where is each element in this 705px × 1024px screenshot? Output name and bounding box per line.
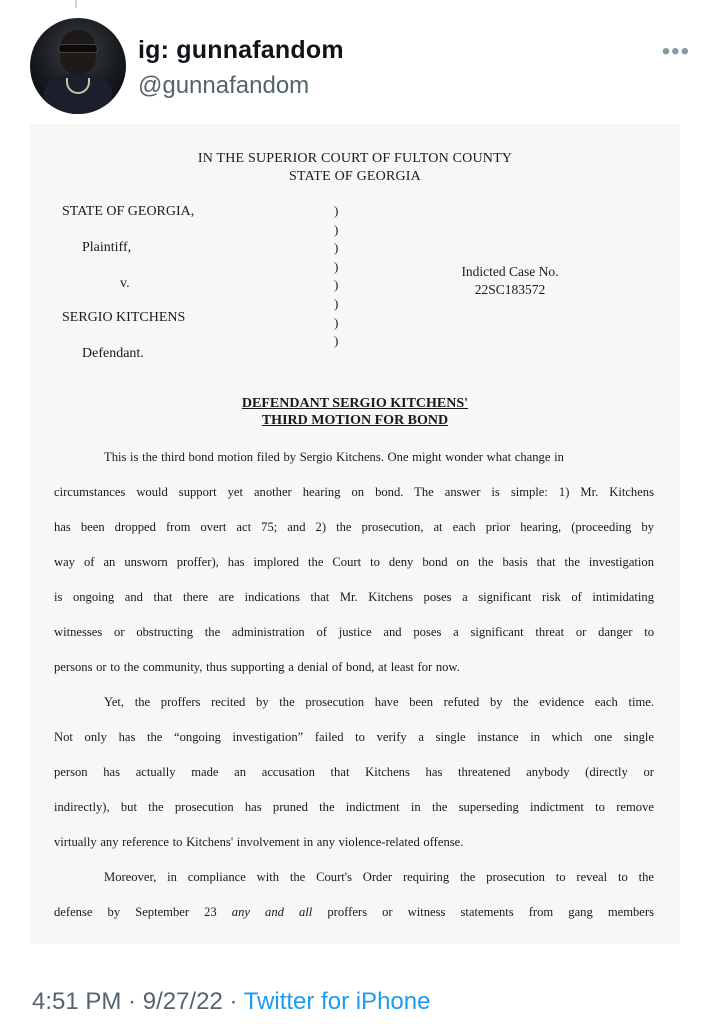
motion-title-line1: DEFENDANT SERGIO KITCHENS' (241, 396, 469, 411)
body-line-last-after: proffers or witness statements from gang members (312, 905, 654, 919)
body-line: is ongoing and that there are indications that Mr. Kitchens poses a significant risk of intimidating (54, 590, 654, 604)
caption-defendant-name: SERGIO KITCHENS (62, 310, 186, 325)
caption-plaintiff: Plaintiff, (82, 240, 132, 255)
tweet-source-link[interactable]: Twitter for iPhone (243, 988, 431, 1015)
avatar[interactable] (30, 18, 126, 114)
body-line: Not only has the “ongoing investigation” failed to verify a single instance in which one single (54, 730, 654, 744)
body-line: This is the third bond motion filed by Sergio Kitchens. One might wonder what change in (104, 450, 564, 464)
body-line: person has actually made an accusation that Kitchens has threatened anybody (directly or (54, 765, 654, 779)
body-line: persons or to the community, thus supporting a denial of bond, at least for now. (54, 660, 460, 674)
body-line: way of an unsworn proffer), has implored the Court to deny bond on the basis that the investigation (54, 555, 654, 569)
thread-connector-line (75, 0, 77, 8)
tweet-time[interactable]: 4:51 PM (32, 988, 122, 1015)
tweet-header (30, 18, 690, 118)
attached-document-image[interactable] (30, 124, 680, 944)
caption-parentheses: ) ) ) ) ) ) ) ) (334, 203, 339, 349)
separator-dot: · (121, 988, 143, 1015)
tweet-timestamp (32, 988, 430, 1016)
body-line: witnesses or obstructing the administration of justice and poses a significant threat or danger to (54, 625, 654, 639)
body-line: indirectly), but the prosecution has pruned the indictment in the superseding indictment to remove (54, 800, 654, 814)
body-line: has been dropped from overt act 75; and 2) the prosecution, at each prior hearing, (proceeding by (54, 520, 654, 534)
caption-state: STATE OF GEORGIA, (62, 204, 195, 219)
body-line-last-before: defense by September 23 (54, 905, 232, 919)
case-number: 22SC183572 (474, 282, 546, 297)
caption-versus: v. (120, 276, 130, 291)
tweet-date[interactable]: 9/27/22 (142, 988, 223, 1015)
body-line-last (54, 905, 654, 920)
motion-title-line2: THIRD MOTION FOR BOND (261, 413, 449, 428)
separator-dot: · (222, 988, 244, 1015)
caption-defendant: Defendant. (82, 346, 144, 361)
more-horizontal-icon[interactable]: ••• (661, 38, 690, 65)
body-line: circumstances would support yet another hearing on bond. The answer is simple: 1) Mr. Kitchens (54, 485, 654, 499)
body-line: Yet, the proffers recited by the prosecution have been refuted by the evidence each time. (104, 695, 654, 709)
body-line: Moreover, in compliance with the Court's Order requiring the prosecution to reveal to the (104, 870, 654, 884)
body-line-last-emphasis: any and all (231, 905, 313, 919)
avatar-figure-glasses (58, 44, 98, 53)
user-handle[interactable]: @gunnafandom (138, 72, 310, 99)
body-line: virtually any reference to Kitchens' involvement in any violence-related offense. (54, 835, 464, 849)
court-heading-line1: IN THE SUPERIOR COURT OF FULTON COUNTY (197, 151, 513, 166)
display-name[interactable]: ig: gunnafandom (138, 36, 344, 64)
case-number-label: Indicted Case No. (461, 264, 559, 279)
court-heading-line2: STATE OF GEORGIA (289, 169, 421, 184)
